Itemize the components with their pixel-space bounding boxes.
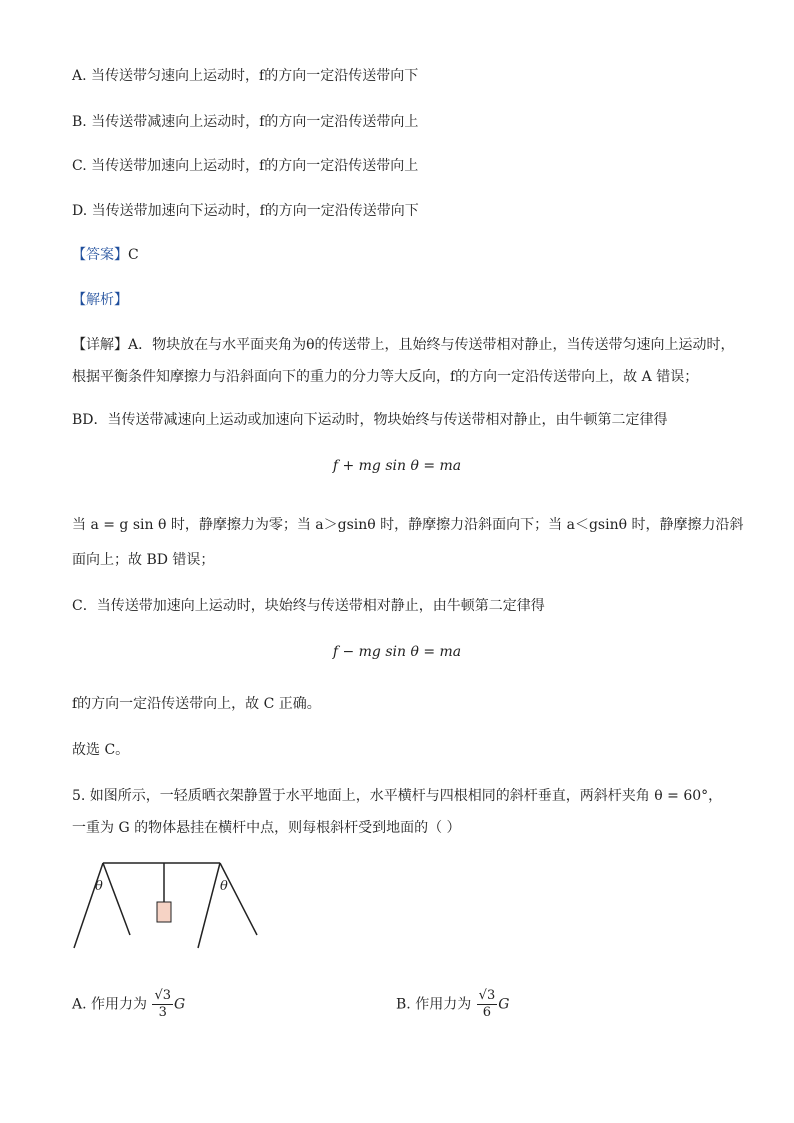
detail-para-4: 当 a = g sin θ 时，静摩擦力为零；当 a＞gsinθ 时，静摩擦力沿斜面向下；当 a＜gsinθ 时，静摩擦力沿斜 bbox=[72, 517, 744, 533]
left-leg-inner bbox=[103, 863, 130, 935]
q5-option-a-fraction bbox=[152, 988, 173, 1021]
left-leg-outer bbox=[74, 863, 103, 948]
rack-figure bbox=[70, 860, 270, 960]
detail-para-8: 故选 C。 bbox=[72, 742, 130, 758]
analysis-label: 【解析】 bbox=[72, 292, 128, 308]
theta-label-right: θ bbox=[220, 879, 228, 894]
q5-option-a-numerator: √3 bbox=[154, 988, 172, 1003]
answer-label: 【答案】 bbox=[72, 247, 128, 263]
q5-option-b-suffix: G bbox=[498, 996, 510, 1013]
q5-option-a-suffix: G bbox=[174, 996, 186, 1013]
option-b: B. 当传送带减速向上运动时，f的方向一定沿传送带向上 bbox=[72, 114, 419, 130]
right-leg-inner bbox=[220, 863, 257, 935]
q5-option-a bbox=[72, 988, 185, 1021]
equation-1: f + mg sin θ = ma bbox=[332, 458, 462, 474]
option-c: C. 当传送带加速向上运动时，f的方向一定沿传送带向上 bbox=[72, 158, 419, 174]
option-a: A. 当传送带匀速向上运动时，f的方向一定沿传送带向下 bbox=[72, 68, 419, 84]
equation-2: f − mg sin θ = ma bbox=[332, 644, 462, 660]
hanging-weight bbox=[157, 902, 171, 922]
detail-para-6: C．当传送带加速向上运动时，块始终与传送带相对静止，由牛顿第二定律得 bbox=[72, 598, 545, 614]
q5-option-b-numerator: √3 bbox=[478, 988, 496, 1003]
detail-para-1: 【详解】A．物块放在与水平面夹角为θ的传送带上，且始终与传送带相对静止，当传送带匀速向上运动时， bbox=[72, 337, 735, 353]
q5-option-b-denominator: 6 bbox=[482, 1005, 492, 1020]
question-5-line-2: 一重为 G 的物体悬挂在横杆中点，则每根斜杆受到地面的（ ） bbox=[72, 820, 461, 836]
q5-option-b-fraction bbox=[477, 988, 498, 1021]
right-leg-outer bbox=[198, 863, 220, 948]
detail-para-5: 面向上；故 BD 错误； bbox=[72, 552, 215, 568]
answer-line bbox=[72, 245, 139, 265]
answer-value: C bbox=[128, 247, 139, 263]
question-5-line-1: 5. 如图所示，一轻质晒衣架静置于水平地面上，水平横杆与四根相同的斜杆垂直，两斜杆夹角 θ = 60°， bbox=[72, 788, 723, 804]
q5-option-b bbox=[396, 988, 509, 1021]
q5-option-a-prefix: A. 作用力为 bbox=[72, 996, 148, 1013]
q5-option-b-prefix: B. 作用力为 bbox=[396, 996, 472, 1013]
option-d: D. 当传送带加速向下运动时，f的方向一定沿传送带向下 bbox=[72, 203, 419, 219]
q5-option-a-denominator: 3 bbox=[158, 1005, 167, 1020]
detail-para-7: f的方向一定沿传送带向上，故 C 正确。 bbox=[72, 696, 321, 712]
detail-para-2: 根据平衡条件知摩擦力与沿斜面向下的重力的分力等大反向，f的方向一定沿传送带向上，故 A 错误； bbox=[72, 369, 699, 385]
detail-para-3: BD．当传送带减速向上运动或加速向下运动时，物块始终与传送带相对静止，由牛顿第二定律得 bbox=[72, 412, 668, 428]
theta-label-left: θ bbox=[95, 879, 103, 894]
